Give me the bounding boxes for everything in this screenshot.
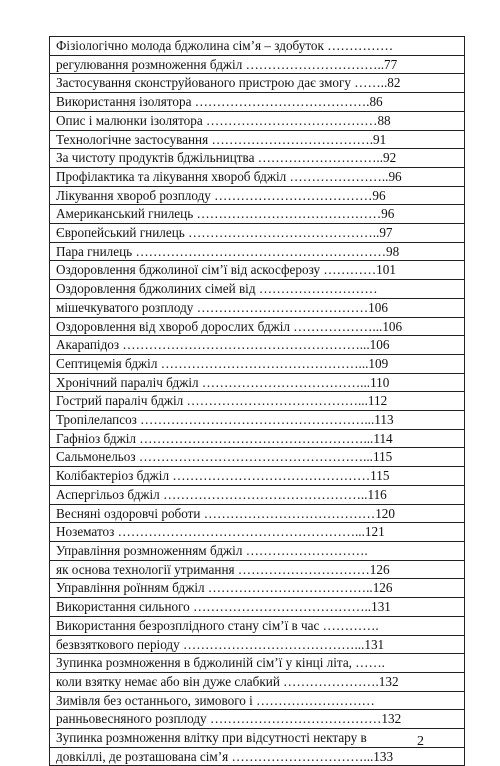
toc-entry: Зимівля без останнього, зимового і ………………………: [50, 692, 464, 711]
toc-entry: Управління роїнням бджіл ………………………………..126: [50, 579, 464, 598]
toc-entry: Тропілелапсоз ……………………………………………...113: [50, 411, 464, 430]
toc-entry: Хронічний параліч бджіл ………………………………...110: [50, 374, 464, 393]
toc-entry: Аспергільоз бджіл ………………………………………..116: [50, 486, 464, 505]
page-number: 2: [417, 734, 424, 749]
toc-entry: Септицемія бджіл ………………………………………...109: [50, 355, 464, 374]
toc-entry: Використання безрозплідного стану сім’ї в час ………….: [50, 617, 464, 636]
table-of-contents: [49, 36, 465, 766]
toc-entry: як основа технології утримання …………………………126: [50, 561, 464, 580]
toc-entry: Американський гнилець ……………………………………96: [50, 205, 464, 224]
toc-entry: довкіллі, де розташована сім’я …………………………...133: [50, 748, 464, 766]
toc-entry: ранньовесняного розплоду …………………………………132: [50, 710, 464, 729]
toc-entry: Профілактика та лікування хвороб бджіл …………………..96: [50, 168, 464, 187]
toc-entry: Фізіологічно молода бджолина сім’я – здобуток ……………: [50, 37, 464, 56]
toc-entry: Управління розмноженням бджіл ……………………….: [50, 542, 464, 561]
toc-entry: За чистоту продуктів бджільництва ………………………..92: [50, 149, 464, 168]
toc-entry: Сальмонельоз ……………………………………………...115: [50, 448, 464, 467]
toc-entry: регулювання розмноження бджіл …………………………..77: [50, 56, 464, 75]
toc-entry: Акарапідоз ………………………………………………...106: [50, 336, 464, 355]
toc-entry: Зупинка розмноження влітку при відсутності нектару в: [50, 729, 464, 748]
toc-entry: Оздоровлення від хвороб дорослих бджіл ………………...106: [50, 318, 464, 337]
toc-entry: Колібактеріоз бджіл ………………………………………115: [50, 467, 464, 486]
toc-entry: Оздоровлення бджолиних сімей від ………………………: [50, 280, 464, 299]
toc-entry: безвзяткового періоду …………………………………...131: [50, 636, 464, 655]
toc-entry: Опис і малюнки ізолятора …………………………………88: [50, 112, 464, 131]
toc-entry: Застосування сконструйованого пристрою дає змогу ……..82: [50, 74, 464, 93]
toc-entry: Лікування хвороб розплоду ………………………………96: [50, 187, 464, 206]
toc-entry: мішечкуватого розплоду …………………………………106: [50, 299, 464, 318]
toc-entry: Гострий параліч бджіл …………………………………...112: [50, 392, 464, 411]
toc-entry: Весняні оздоровчі роботи …………………………………120: [50, 505, 464, 524]
toc-entry: Пара гнилець …………………………………………………98: [50, 243, 464, 262]
toc-entry: Технологічне застосування ……………………………….91: [50, 131, 464, 150]
toc-entry: Нозематоз ………………………………………………...121: [50, 523, 464, 542]
toc-entry: Використання ізолятора ………………………………….86: [50, 93, 464, 112]
toc-entry: Європейський гнилець ……………………………………..97: [50, 224, 464, 243]
toc-entry: Гафніоз бджіл ……………………………………………...114: [50, 430, 464, 449]
toc-entry: Зупинка розмноження в бджолиній сім’ї у кінці літа, …….: [50, 654, 464, 673]
toc-entry: Використання сильного …………………………………..131: [50, 598, 464, 617]
toc-entry: Оздоровлення бджолиної сім’ї від аскосферозу …………101: [50, 261, 464, 280]
toc-entry: коли взятку немає або він дуже слабкий ………………….132: [50, 673, 464, 692]
